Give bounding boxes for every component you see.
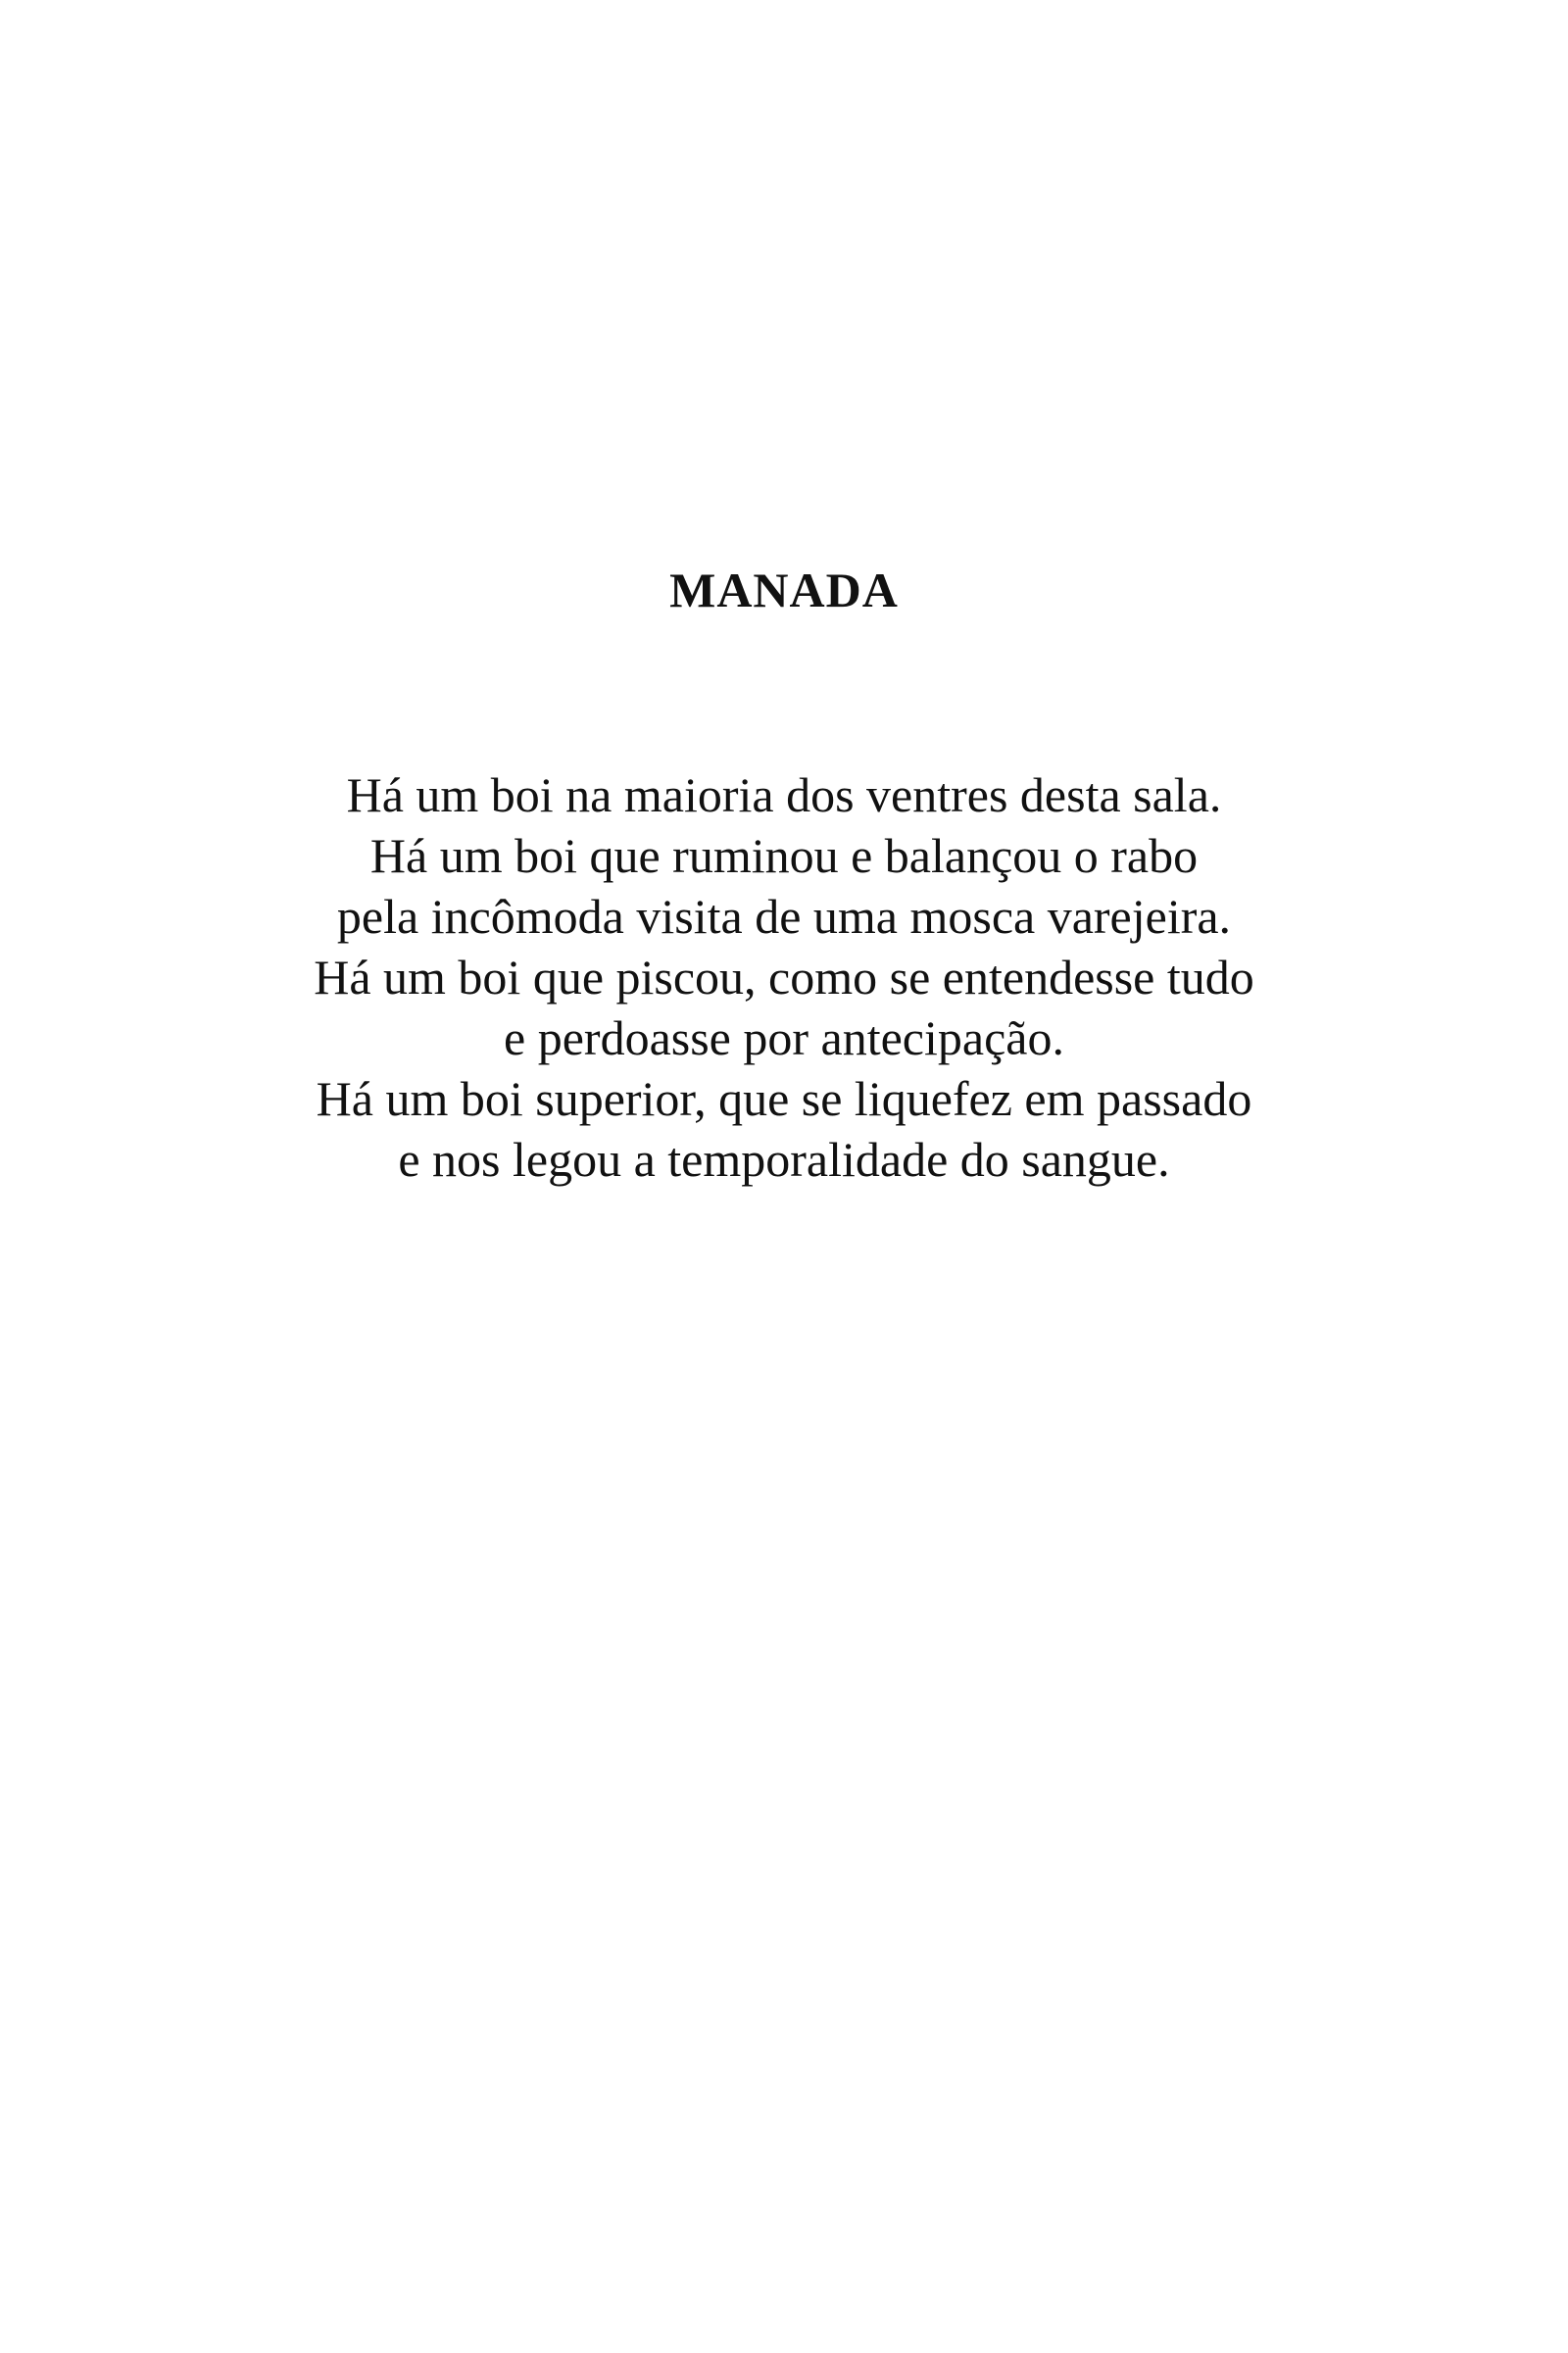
poem-line: e perdoasse por antecipação. [504, 1010, 1064, 1065]
poem-title: MANADA [669, 563, 899, 617]
poem-line: pela incômoda visita de uma mosca varejeira. [336, 889, 1232, 944]
poem-line: Há um boi superior, que se liquefez em passado [316, 1071, 1252, 1126]
poem-line: Há um boi na maioria dos ventres desta sala. [346, 767, 1222, 822]
poem-stanza [0, 764, 1568, 1190]
poem-line: e nos legou a temporalidade do sangue. [398, 1132, 1170, 1187]
poem-line: Há um boi que piscou, como se entendesse tudo [314, 950, 1254, 1005]
poem-line: Há um boi que ruminou e balançou o rabo [369, 828, 1199, 883]
